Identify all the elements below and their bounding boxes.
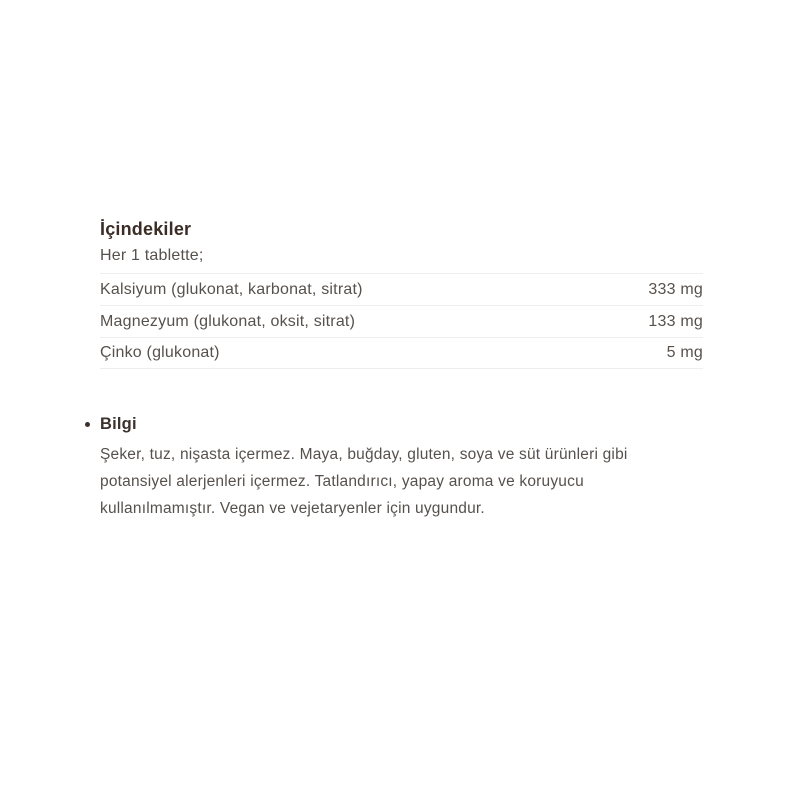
- ingredient-name: Çinko (glukonat): [100, 344, 220, 361]
- info-paragraph-line: kullanılmamıştır. Vegan ve vejetaryenler için uygundur.: [100, 500, 485, 517]
- ingredient-name: Magnezyum (glukonat, oksit, sitrat): [100, 312, 356, 330]
- serving-subtitle: Her 1 tablette;: [100, 247, 204, 264]
- ingredients-title: İçindekiler: [100, 219, 192, 239]
- ingredients-table: [100, 273, 703, 369]
- info-paragraph-line: Şeker, tuz, nişasta içermez. Maya, buğday, gluten, soya ve süt ürünleri gibi: [100, 446, 628, 463]
- ingredient-amount: 133 mg: [648, 312, 703, 330]
- info-title: Bilgi: [100, 415, 137, 433]
- ingredient-amount: 5 mg: [666, 344, 703, 361]
- table-row: [100, 305, 703, 337]
- ingredient-name: Kalsiyum (glukonat, karbonat, sitrat): [100, 280, 363, 298]
- ingredients-panel: [100, 218, 703, 522]
- bullet-icon: [85, 422, 90, 427]
- table-row: [100, 337, 703, 369]
- ingredient-amount: 333 mg: [648, 280, 703, 298]
- info-paragraph: [100, 441, 703, 522]
- info-section: [100, 414, 703, 522]
- table-row: [100, 273, 703, 305]
- info-paragraph-line: potansiyel alerjenleri içermez. Tatlandırıcı, yapay aroma ve koruyucu: [100, 473, 584, 490]
